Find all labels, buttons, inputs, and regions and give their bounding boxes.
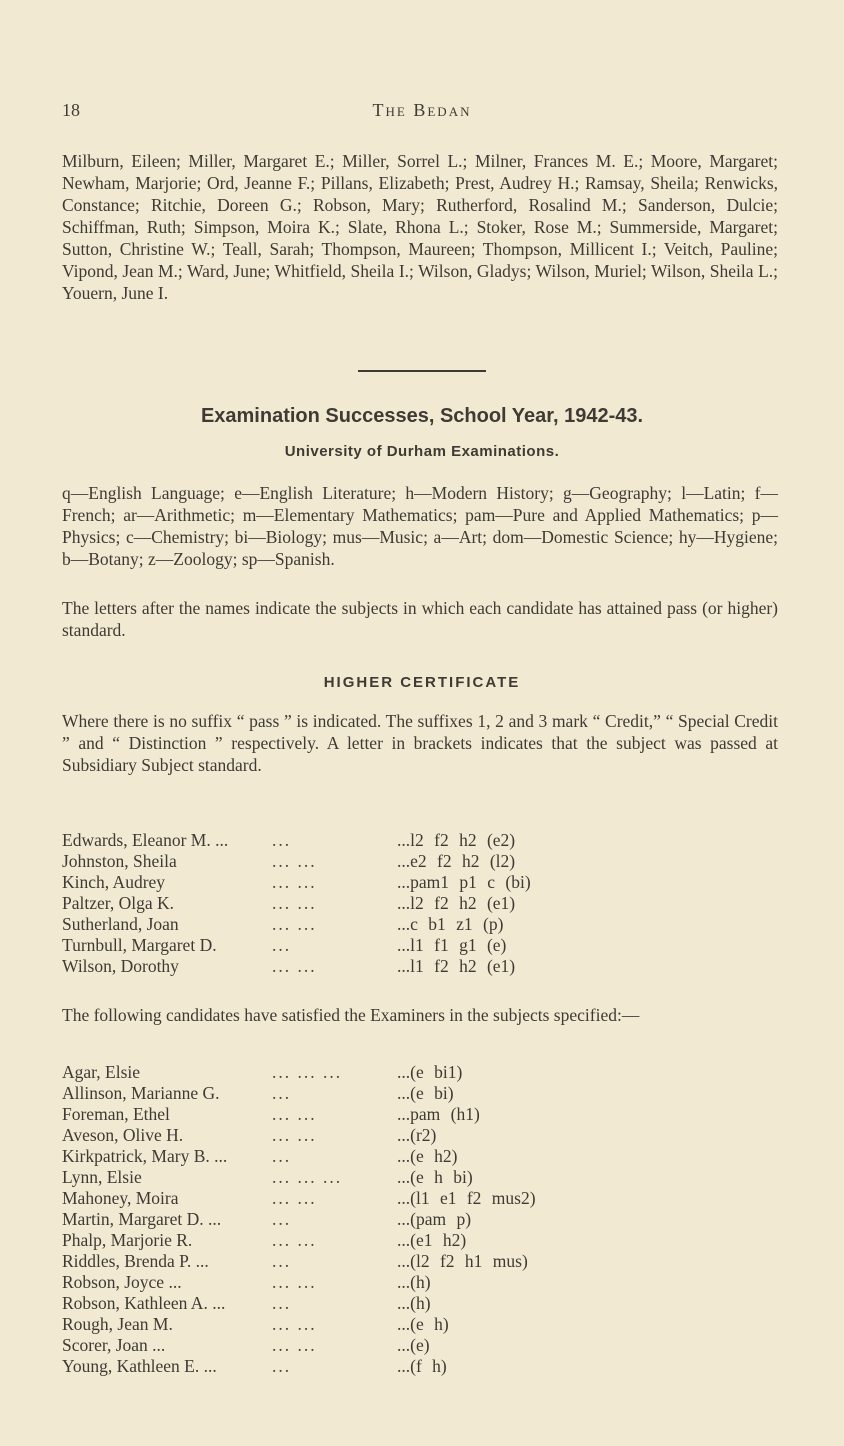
result-row — [62, 914, 778, 935]
leader-dots: ... ... — [272, 1335, 317, 1355]
result-row — [62, 830, 778, 851]
candidate-name: Turnbull, Margaret D. — [62, 935, 217, 955]
subjects-passed: ...pam1 p1 c (bi) — [397, 872, 531, 892]
result-row — [62, 893, 778, 914]
subjects-passed: ...(f h) — [397, 1356, 447, 1376]
subjects-passed: ...(e h) — [397, 1314, 449, 1334]
leader-dots: ... ... — [272, 893, 317, 913]
page-number: 18 — [62, 100, 80, 120]
result-row — [62, 1356, 778, 1377]
subjects-passed: ...(pam p) — [397, 1209, 472, 1229]
candidate-name: Kinch, Audrey — [62, 872, 166, 892]
result-row — [62, 1251, 778, 1272]
subjects-passed: ...(e h2) — [397, 1146, 458, 1166]
leader-dots: ... ... — [272, 1104, 317, 1124]
candidate-name: Riddles, Brenda P. ... — [62, 1251, 209, 1271]
subjects-passed: ...(e1 h2) — [397, 1230, 467, 1250]
candidate-name: Sutherland, Joan — [62, 914, 179, 934]
names-paragraph: Milburn, Eileen; Miller, Margaret E.; Miller, Sorrel L.; Milner, Frances M. E.; Moore, Margaret; Newham, Marjorie; Ord, Jeanne F.; Pillans, Elizabeth; Prest, Audrey H.; Ramsay, Sheila; Renwicks, Constance; Ritchie, Doreen G.; Robson, Mary; Rutherford, Rosalind M.; Sanderson, Dulcie; Schiffman, Ruth; Simpson, Moira K.; Slate, Rhona L.; Stoker, Rose M.; Summerside, Margaret; Sutton, Christine W.; Teall, Sarah; Thompson, Maureen; Thompson, Millicent I.; Veitch, Pauline; Vipond, Jean M.; Ward, June; Whitfield, Sheila I.; Wilson, Gladys; Wilson, Muriel; Wilson, Sheila L.; Youern, June I. — [62, 151, 778, 303]
candidate-name: Robson, Kathleen A. ... — [62, 1293, 226, 1313]
result-row — [62, 1230, 778, 1251]
result-row — [62, 1209, 778, 1230]
leader-dots: ... — [272, 935, 292, 955]
candidate-name: Foreman, Ethel — [62, 1104, 170, 1124]
subjects-passed: ...(e bi) — [397, 1083, 454, 1103]
subjects-passed: ...c b1 z1 (p) — [397, 914, 504, 934]
suffix-explanation-paragraph: Where there is no suffix “ pass ” is indicated. The suffixes 1, 2 and 3 mark “ Credit,” “ Special Credit ” and “ Distinction ” respectively. A letter in brackets indicates that the subject was passed at Subsidiary Subject standard. — [62, 711, 778, 775]
candidate-name: Phalp, Marjorie R. — [62, 1230, 193, 1250]
running-title: The Bedan — [372, 100, 472, 120]
subjects-passed: ...(e bi1) — [397, 1062, 463, 1082]
subjects-passed: ...l2 f2 h2 (e1) — [397, 893, 516, 913]
leader-dots: ... ... — [272, 956, 317, 976]
candidate-name: Scorer, Joan ... — [62, 1335, 166, 1355]
subjects-passed: ...l2 f2 h2 (e2) — [397, 830, 516, 850]
leader-dots: ... — [272, 1146, 292, 1166]
leader-dots: ... — [272, 1251, 292, 1271]
main-heading: Examination Successes, School Year, 1942-43. — [200, 405, 644, 427]
result-row — [62, 1314, 778, 1335]
leader-dots: ... ... — [272, 1230, 317, 1250]
result-row — [62, 1146, 778, 1167]
satisfied-results — [62, 1062, 778, 1377]
subjects-passed: ...l1 f2 h2 (e1) — [397, 956, 516, 976]
leader-dots: ... — [272, 1209, 292, 1229]
result-row — [62, 1125, 778, 1146]
higher-certificate-heading: HIGHER CERTIFICATE — [323, 674, 521, 691]
result-row — [62, 935, 778, 956]
result-row — [62, 1293, 778, 1314]
leader-dots: ... ... — [272, 1314, 317, 1334]
result-row — [62, 1188, 778, 1209]
subject-key-paragraph: q—English Language; e—English Literature; h—Modern History; g—Geography; l—Latin; f—French; ar—Arithmetic; m—Elementary Mathematics; pam—Pure and Applied Mathematics; p—Physics; c—Chemistry; bi—Biology; mus—Music; a—Art; dom—Domestic Science; hy—Hygiene; b—Botany; z—Zoology; sp—Spanish. — [62, 483, 778, 569]
result-row — [62, 1083, 778, 1104]
result-row — [62, 872, 778, 893]
candidate-name: Mahoney, Moira — [62, 1188, 179, 1208]
higher-certificate-results — [62, 830, 778, 977]
candidate-name: Lynn, Elsie — [62, 1167, 142, 1187]
leader-dots: ... ... — [272, 1125, 317, 1145]
subjects-passed: ...(r2) — [397, 1125, 437, 1145]
leader-dots: ... ... — [272, 914, 317, 934]
candidate-name: Aveson, Olive H. — [62, 1125, 184, 1145]
leader-dots: ... ... ... — [272, 1062, 343, 1082]
subjects-passed: ...(e) — [397, 1335, 430, 1355]
candidate-name: Paltzer, Olga K. — [62, 893, 175, 913]
candidate-name: Wilson, Dorothy — [62, 956, 179, 976]
leader-dots: ... ... — [272, 851, 317, 871]
result-row — [62, 1104, 778, 1125]
leader-dots: ... ... — [272, 1272, 317, 1292]
result-row — [62, 1167, 778, 1188]
candidate-name: Agar, Elsie — [62, 1062, 141, 1082]
leader-dots: ... ... — [272, 1188, 317, 1208]
candidate-name: Rough, Jean M. — [62, 1314, 173, 1334]
leader-dots: ... — [272, 1356, 292, 1376]
subjects-passed: ...(l1 e1 f2 mus2) — [397, 1188, 536, 1208]
candidate-name: Kirkpatrick, Mary B. ... — [62, 1146, 228, 1166]
candidate-name: Young, Kathleen E. ... — [62, 1356, 217, 1376]
subjects-passed: ...pam (h1) — [397, 1104, 480, 1124]
sub-heading: University of Durham Examinations. — [284, 443, 560, 460]
result-row — [62, 1272, 778, 1293]
leader-dots: ... — [272, 1293, 292, 1313]
page-header — [62, 100, 782, 130]
subjects-passed: ...l1 f1 g1 (e) — [397, 935, 507, 955]
subjects-passed: ...(e h bi) — [397, 1167, 473, 1187]
result-row — [62, 956, 778, 977]
satisfied-intro-paragraph: The following candidates have satisfied the Examiners in the subjects specified:— — [62, 1005, 640, 1025]
candidate-name: Allinson, Marianne G. — [62, 1083, 220, 1103]
candidate-name: Edwards, Eleanor M. ... — [62, 830, 229, 850]
candidate-name: Robson, Joyce ... — [62, 1272, 182, 1292]
letters-explanation-paragraph: The letters after the names indicate the subjects in which each candidate has attained pass (or higher) standard. — [62, 598, 778, 640]
subjects-passed: ...(h) — [397, 1272, 431, 1292]
subjects-passed: ...(l2 f2 h1 mus) — [397, 1251, 528, 1271]
leader-dots: ... — [272, 830, 292, 850]
result-row — [62, 851, 778, 872]
subjects-passed: ...(h) — [397, 1293, 431, 1313]
subjects-passed: ...e2 f2 h2 (l2) — [397, 851, 516, 871]
candidate-name: Johnston, Sheila — [62, 851, 177, 871]
leader-dots: ... ... — [272, 872, 317, 892]
candidate-name: Martin, Margaret D. ... — [62, 1209, 222, 1229]
section-divider — [358, 370, 486, 372]
result-row — [62, 1062, 778, 1083]
leader-dots: ... ... ... — [272, 1167, 343, 1187]
leader-dots: ... — [272, 1083, 292, 1103]
result-row — [62, 1335, 778, 1356]
